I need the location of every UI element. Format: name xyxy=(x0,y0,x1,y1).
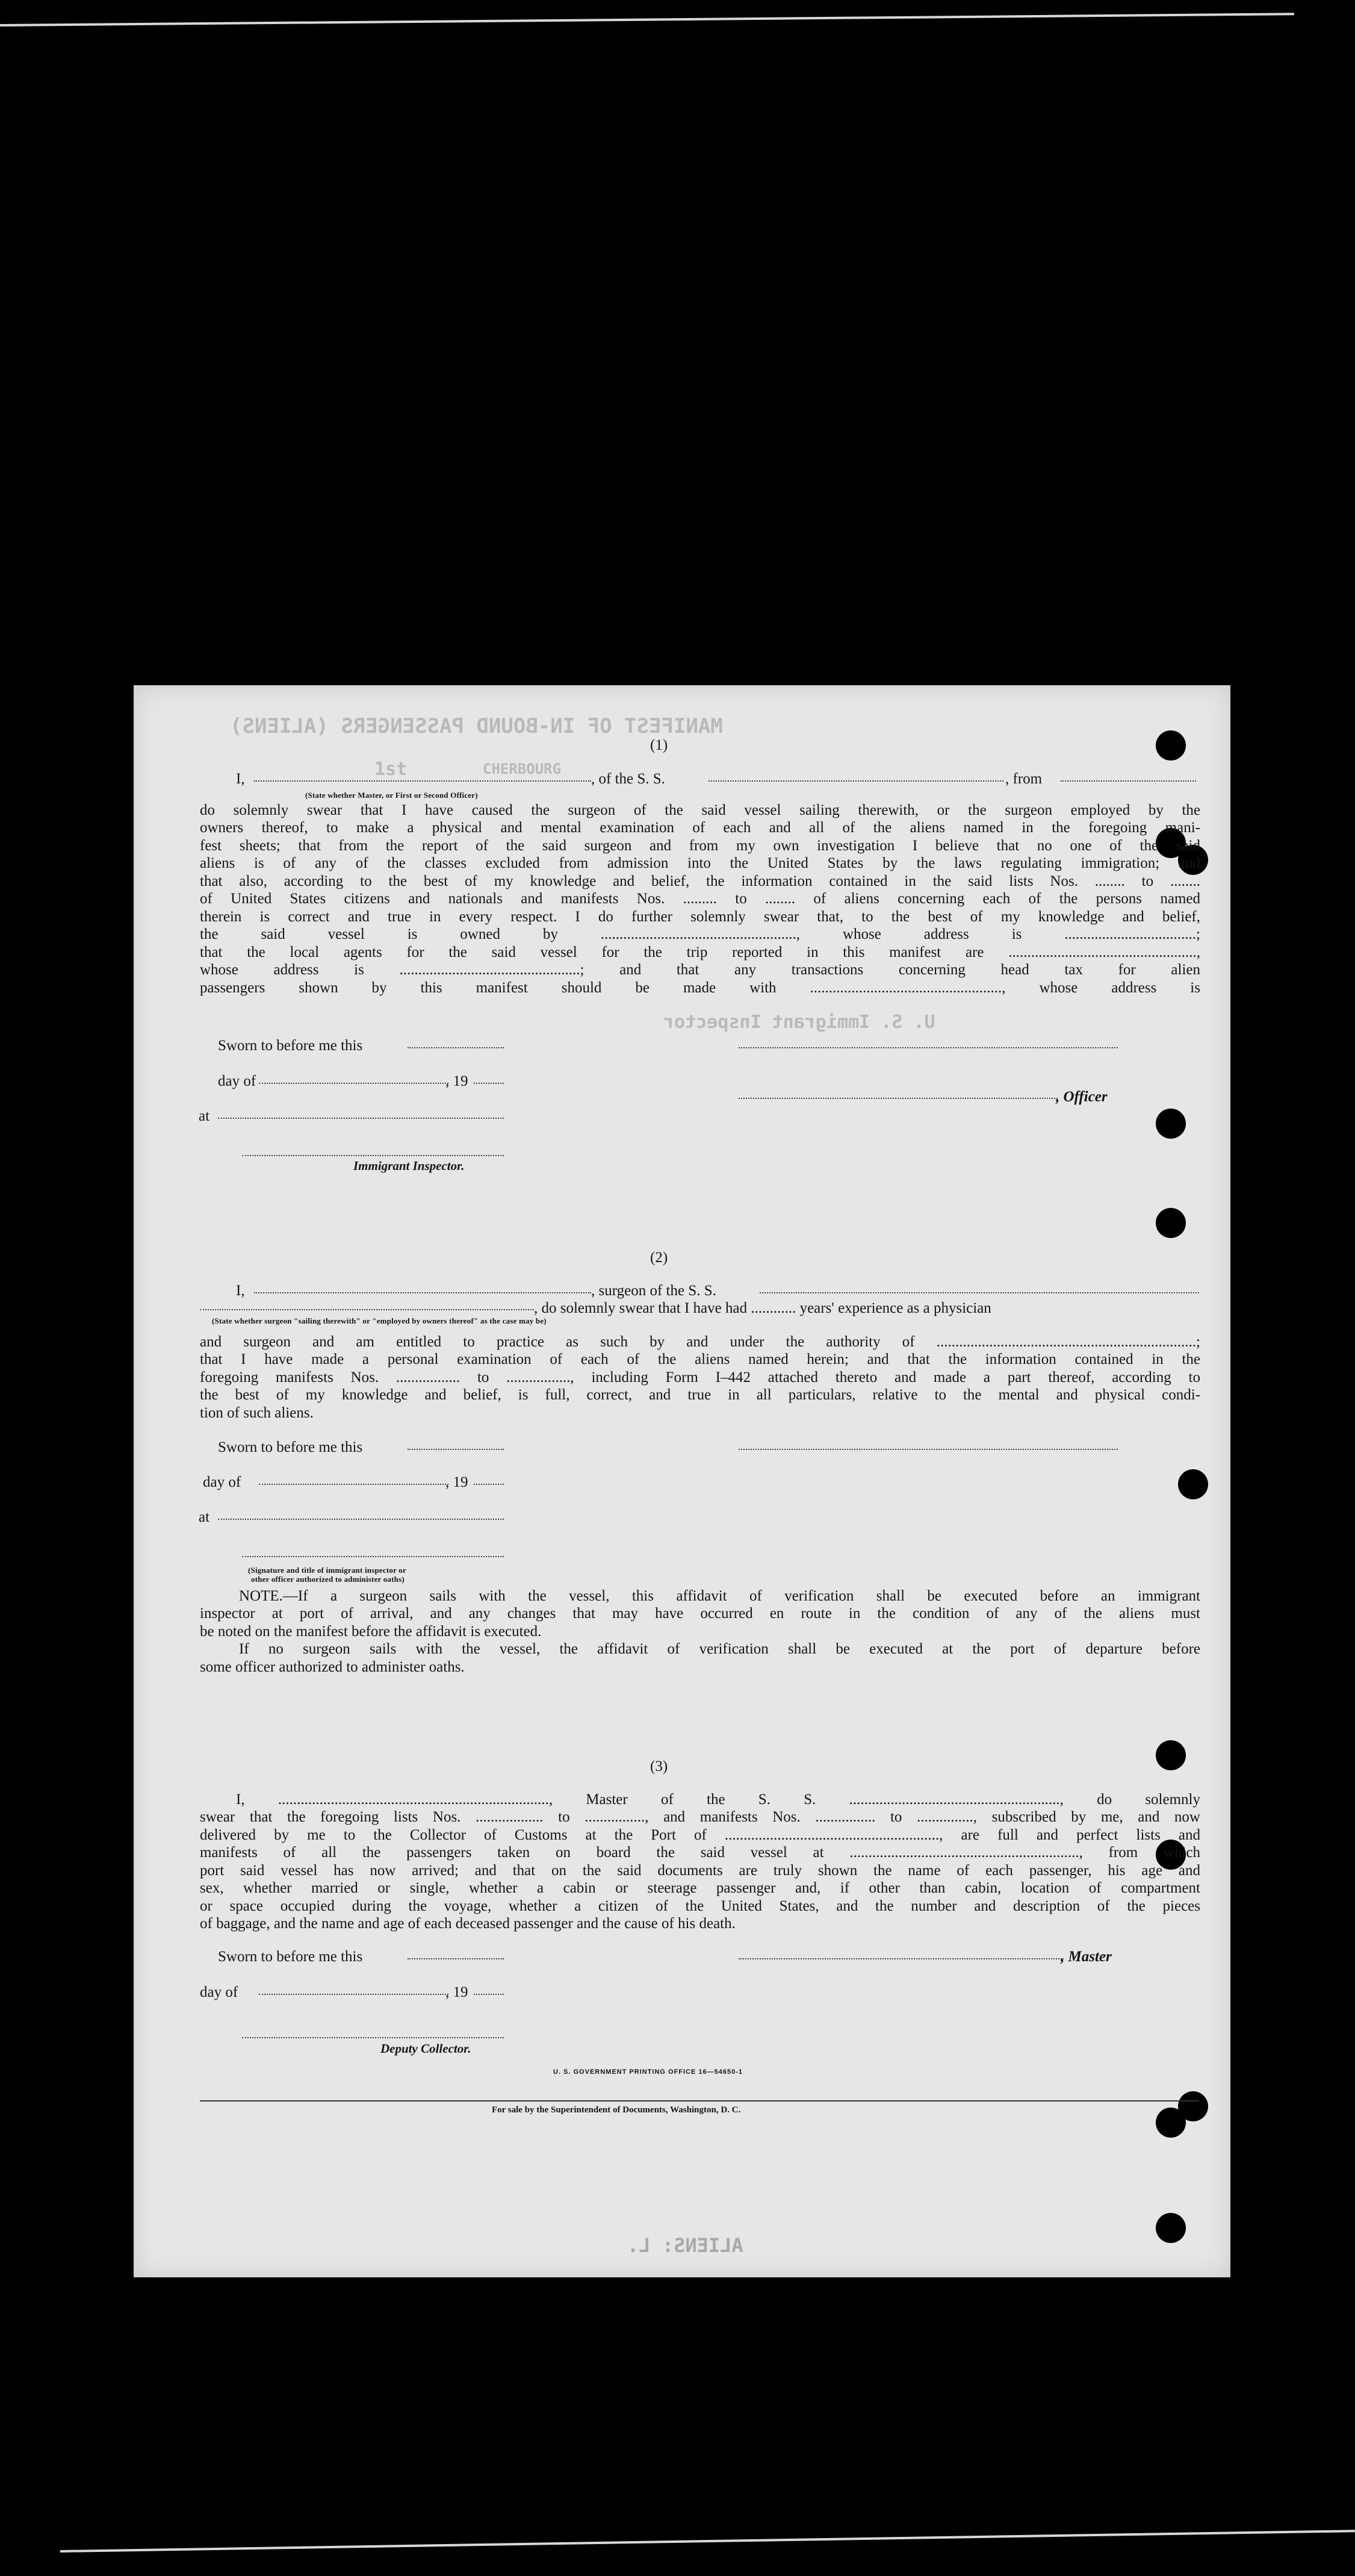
s1-of-ss: , of the S. S. xyxy=(591,771,665,787)
s3-collector-sign-blank xyxy=(242,2037,504,2038)
s2-line: tion of such aliens. xyxy=(200,1405,314,1421)
s2-line: foregoing manifests Nos. ................. to ................., including Form I–442 attached thereto and made a part thereof, according to xyxy=(200,1369,1200,1386)
s2-surgeon-blank xyxy=(254,1292,591,1293)
s2-surgeon-of: , surgeon of the S. S. xyxy=(591,1283,716,1299)
s1-from-blank xyxy=(1061,780,1196,782)
s1-line: the said vessel is owned by ...................................................., whose address is ...................................; xyxy=(200,926,1200,942)
s2-day-label: day of xyxy=(203,1474,241,1490)
s2-signature-blank xyxy=(739,1449,1118,1450)
s2-line: the best of my knowledge and belief, is full, correct, and true in all particulars, relative to the mental and physical condi- xyxy=(200,1387,1200,1403)
s1-officer-sign-blank xyxy=(739,1098,1058,1099)
s3-year-label: , 19 xyxy=(445,1984,468,2000)
s1-line: aliens is of any of the classes excluded from admission into the United States by the laws regulating immigration; and xyxy=(200,855,1200,871)
s3-line: sex, whether married or single, whether a cabin or steerage passenger and, if other than cabin, location of compartment xyxy=(200,1880,1200,1896)
s2-i: I, xyxy=(236,1283,245,1299)
binder-hole xyxy=(1156,2213,1186,2243)
ghost-bottom-stamp: ALIENS: L. xyxy=(627,2234,743,2257)
s1-i: I, xyxy=(236,771,245,787)
section-1-number: (1) xyxy=(650,737,668,753)
s1-at-blank xyxy=(218,1118,504,1119)
s3-line: of baggage, and the name and age of each deceased passenger and the cause of his death. xyxy=(200,1915,736,1932)
s1-year-label: , 19 xyxy=(445,1073,468,1089)
s3-sworn-blank xyxy=(408,1958,504,1959)
s2-year-blank xyxy=(474,1484,504,1485)
s1-day-blank xyxy=(259,1083,448,1084)
binder-hole xyxy=(1156,1208,1186,1238)
footer-rule xyxy=(200,2100,1199,2102)
s1-sworn-label: Sworn to before me this xyxy=(218,1038,363,1054)
s3-day-blank xyxy=(259,1994,448,1995)
s1-year-blank xyxy=(474,1083,504,1084)
s2-line2: , do solemnly swear that I have had ............ years' experience as a physician xyxy=(534,1300,991,1316)
manifest-back-page xyxy=(134,685,1230,2277)
s3-day-label: day of xyxy=(200,1984,238,2000)
s1-state-note: (State whether Master, or First or Second Officer) xyxy=(305,791,478,800)
s2-note-line: some officer authorized to administer oaths. xyxy=(200,1659,465,1675)
binder-hole xyxy=(1156,2108,1186,2138)
s3-line: or space occupied during the voyage, whether a citizen of the United States, and the number and description of the pieces xyxy=(200,1898,1200,1914)
s3-master-label: , Master xyxy=(1061,1949,1112,1965)
s2-line: that I have made a personal examination of each of the aliens named herein; and that the information contained in the xyxy=(200,1351,1200,1367)
section-2-number: (2) xyxy=(650,1249,668,1266)
s2-line: and surgeon and am entitled to practice as such by and under the authority of .....................................................................; xyxy=(200,1334,1200,1350)
s2-note-line: NOTE.—If a surgeon sails with the vessel, this affidavit of verification shall be executed before an immigrant xyxy=(239,1588,1200,1604)
scan-edge-bottom xyxy=(60,2530,1355,2553)
s1-line: of United States citizens and nationals and manifests Nos. ......... to ........ of aliens concerning each of the persons named xyxy=(200,891,1200,907)
ghost-inspector-stamp: U. S. Immigrant Inspector xyxy=(663,1012,935,1033)
s2-state-note: (State whether surgeon "sailing therewith" or "employed by owners thereof" as the case may be) xyxy=(212,1316,547,1325)
s2-at-label: at xyxy=(199,1509,210,1525)
binder-hole xyxy=(1156,1740,1186,1770)
gpo-imprint: U. S. GOVERNMENT PRINTING OFFICE 16—54650-1 xyxy=(553,2068,743,2076)
s2-note-line: If no surgeon sails with the vessel, the affidavit of verification shall be executed at the port of departure before xyxy=(239,1641,1200,1657)
s3-line: delivered by me to the Collector of Customs at the Port of ........................................................., are full and perfect lists and xyxy=(200,1827,1200,1843)
s2-year-label: , 19 xyxy=(445,1474,468,1490)
s3-master-sign-blank xyxy=(739,1958,1064,1959)
s2-ship-blank xyxy=(760,1292,1199,1293)
s1-signature-blank xyxy=(739,1047,1118,1048)
s3-collector-label: Deputy Collector. xyxy=(380,2041,471,2056)
section-3-number: (3) xyxy=(650,1758,668,1775)
s2-state-blank xyxy=(200,1309,534,1310)
s1-line: fest sheets; that from the report of the said surgeon and from my own investigation I believe that no one of the said xyxy=(200,838,1200,854)
s3-line: I, ........................................................................, Master of the S. S. ........................................................, do solemnly xyxy=(236,1791,1200,1808)
s1-line: do solemnly swear that I have caused the surgeon of the said vessel sailing therewith, or the surgeon employed by the xyxy=(200,802,1200,818)
s1-sworn-blank xyxy=(408,1047,504,1048)
s1-line: whose address is ................................................; and that any transactions concerning head tax for alien xyxy=(200,962,1200,978)
s1-officer-label: , Officer xyxy=(1056,1089,1108,1105)
s2-note-line: inspector at port of arrival, and any changes that may have occurred en route in the condition of any of the aliens must xyxy=(200,1605,1200,1622)
s2-officer-sign-blank xyxy=(242,1556,504,1557)
ghost-manifest-title: MANIFEST OF IN-BOUND PASSENGERS (ALIENS) xyxy=(230,714,723,738)
s1-line: therein is correct and true in every respect. I do further solemnly swear that, to the best of my knowledge and belief, xyxy=(200,909,1200,925)
s2-at-blank xyxy=(218,1519,504,1520)
binder-hole xyxy=(1156,1109,1186,1139)
s3-line: manifests of all the passengers taken on board the said vessel at ............................................................., from which xyxy=(200,1844,1200,1861)
binder-hole xyxy=(1156,730,1186,761)
s1-line: owners thereof, to make a physical and mental examination of each and all of the aliens named in the foregoing mani- xyxy=(200,820,1200,836)
s2-day-blank xyxy=(259,1484,448,1485)
s3-line: swear that the foregoing lists Nos. .................. to ................, and manifests Nos. ................ to ..............., subscribed by me, and now xyxy=(200,1809,1200,1825)
s2-note-line: be noted on the manifest before the affidavit is executed. xyxy=(200,1623,542,1640)
ghost-list-number: 1st xyxy=(374,759,408,780)
s2-sig-note-2: other officer authorized to administer oaths) xyxy=(251,1575,405,1584)
scan-edge-top xyxy=(0,13,1294,26)
s1-line: that the local agents for the said vessel for the trip reported in this manifest are .................................................., xyxy=(200,944,1200,960)
s1-officer-blank xyxy=(254,780,591,782)
s3-line: port said vessel has now arrived; and that on the said documents are truly shown the name of each passenger, his age and xyxy=(200,1862,1200,1879)
s2-sworn-blank xyxy=(408,1449,504,1450)
s3-sworn-label: Sworn to before me this xyxy=(218,1949,363,1965)
s1-from: , from xyxy=(1005,771,1043,787)
s1-inspector-sign-blank xyxy=(242,1155,504,1156)
s1-at-label: at xyxy=(199,1108,210,1124)
s2-sig-note-1: (Signature and title of immigrant inspector or xyxy=(248,1566,406,1575)
s1-inspector-label: Immigrant Inspector. xyxy=(353,1159,465,1173)
sale-notice: For sale by the Superintendent of Documents, Washington, D. C. xyxy=(492,2105,741,2115)
ghost-port: CHERBOURG xyxy=(483,761,562,777)
binder-hole xyxy=(1178,1469,1208,1499)
s1-line: passengers shown by this manifest should be made with ..................................................., whose address is xyxy=(200,980,1200,996)
s1-day-label: day of xyxy=(218,1073,256,1089)
s2-sworn-label: Sworn to before me this xyxy=(218,1439,363,1455)
s3-year-blank xyxy=(474,1994,504,1995)
s1-ship-blank xyxy=(709,780,1003,782)
s1-line: that also, according to the best of my knowledge and belief, the information contained in the said lists Nos. ........ to ........ xyxy=(200,873,1200,889)
